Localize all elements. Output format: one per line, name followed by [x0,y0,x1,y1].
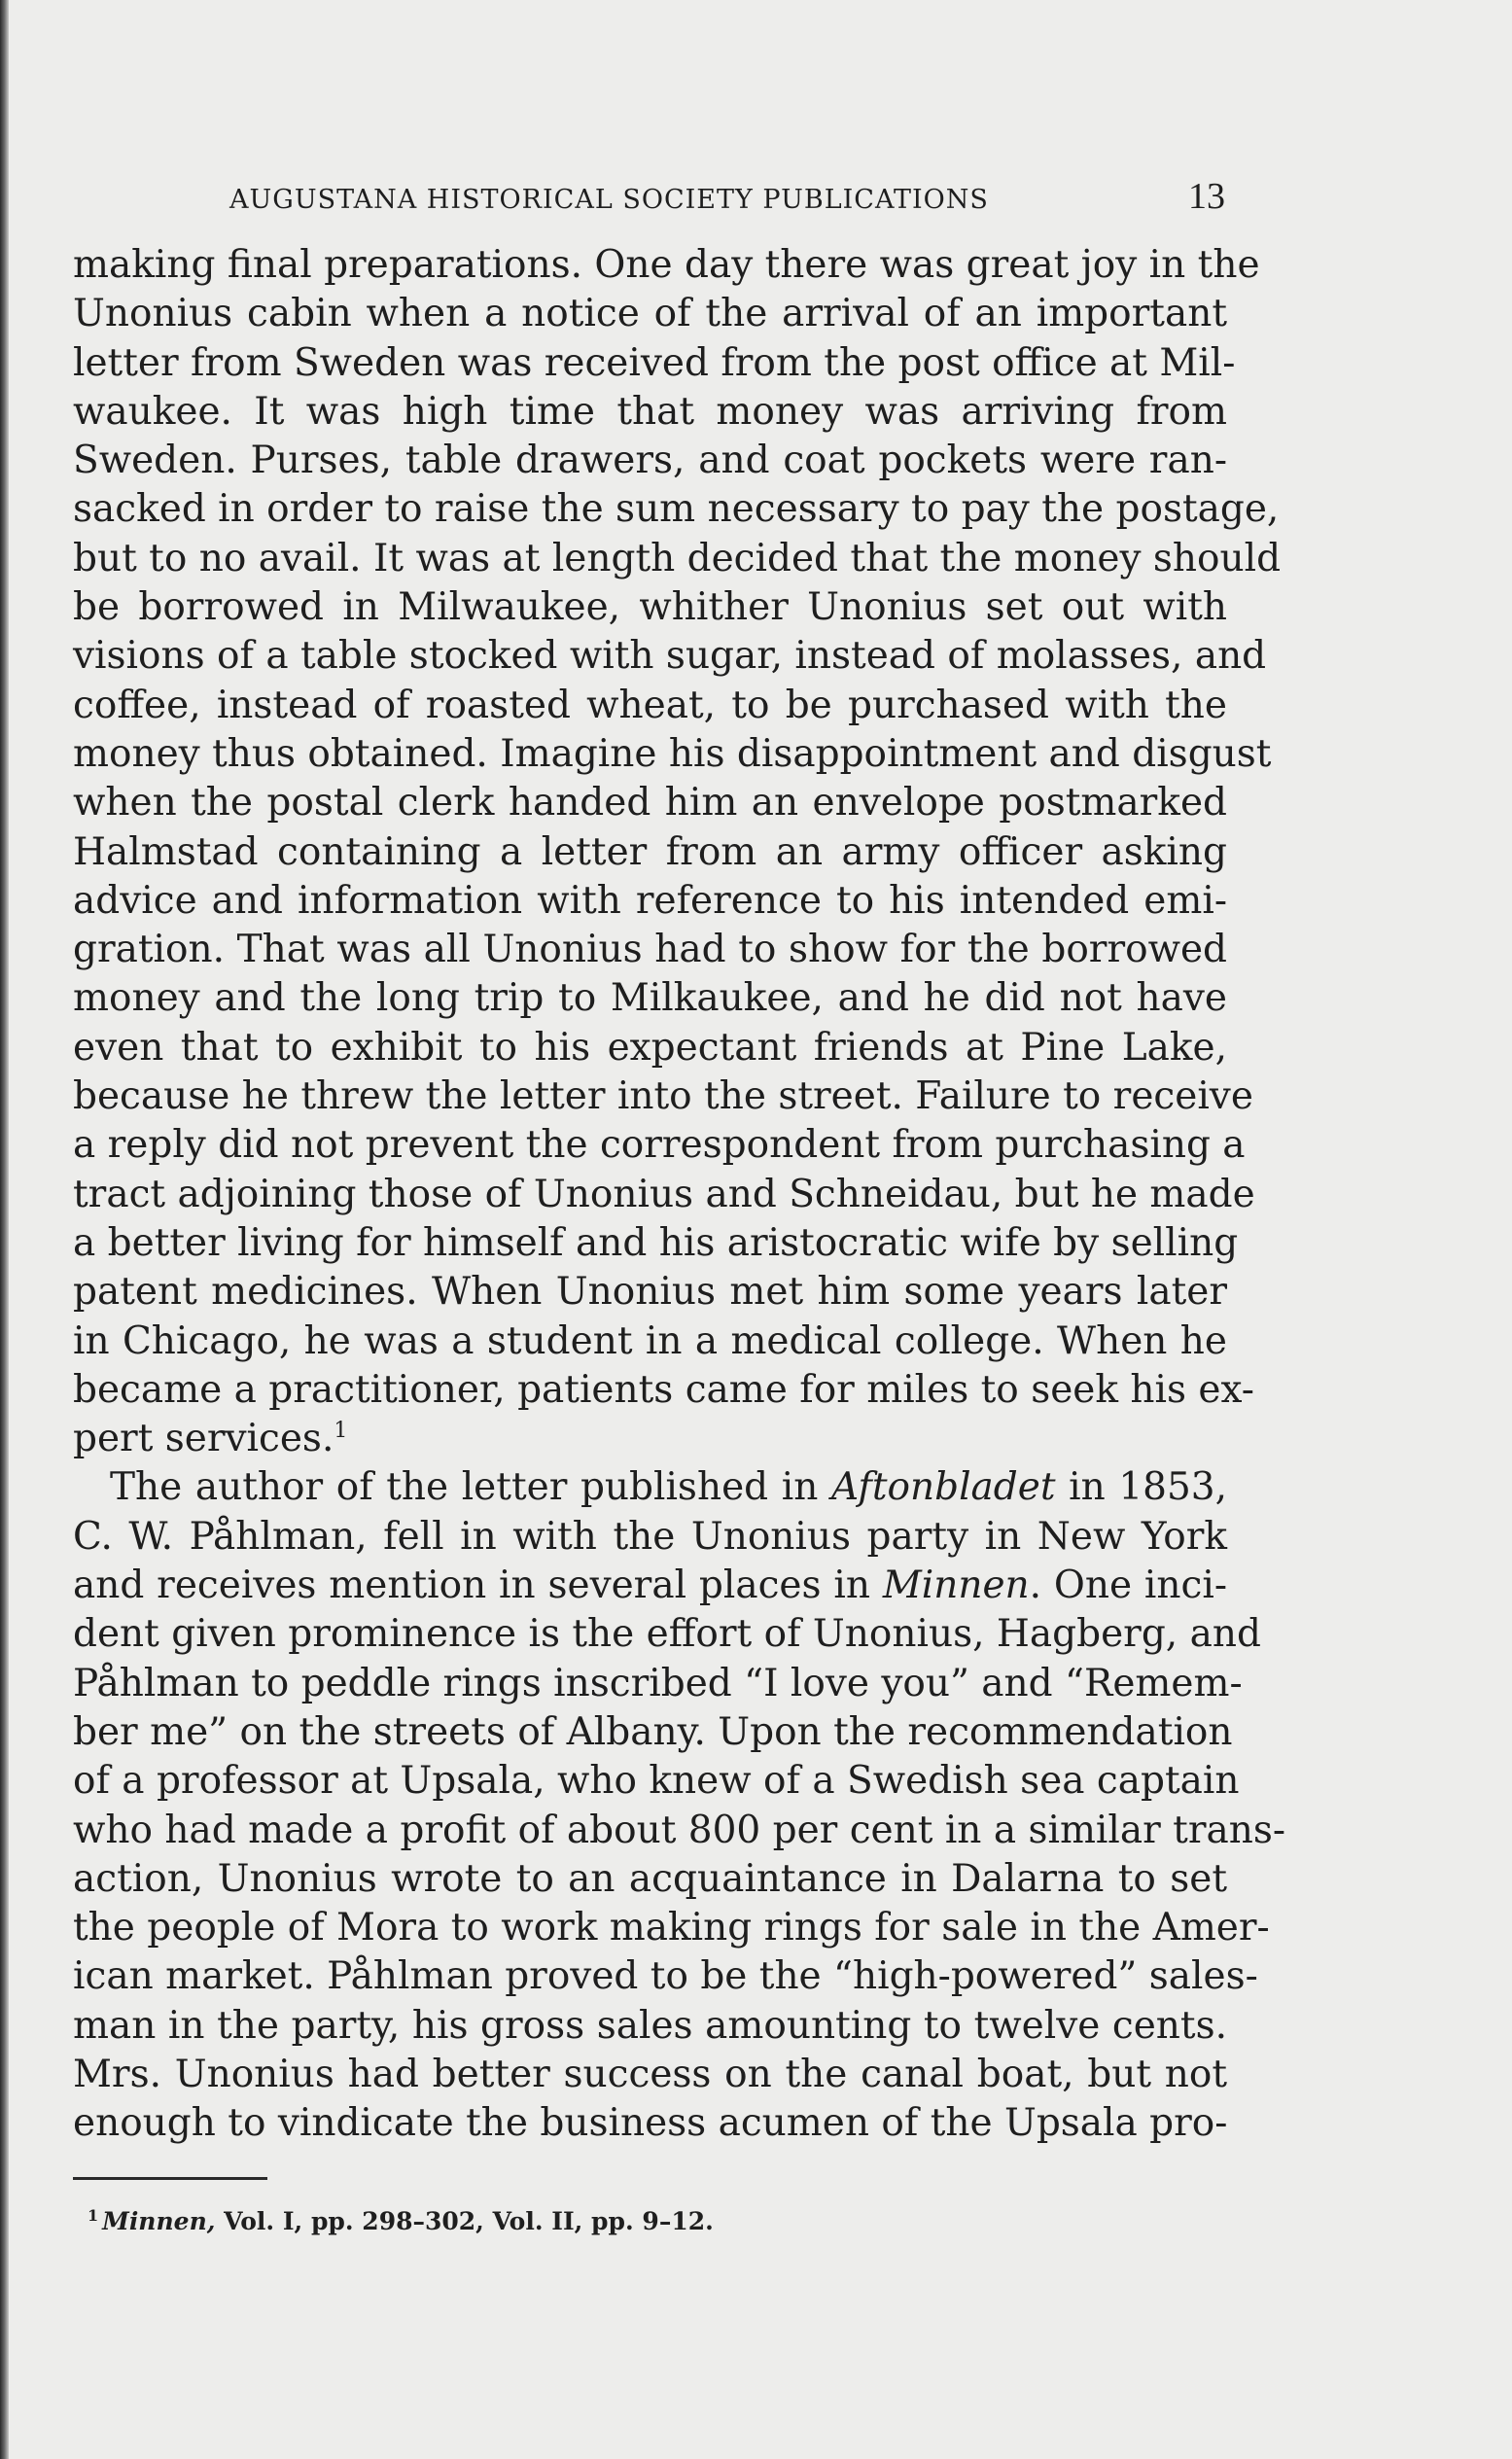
text-line: became a practitioner, patients came for miles to seek his ex- [73,1367,1254,1412]
text-line: letter from Sweden was received from the post office at Mil- [73,340,1236,385]
text-line: man in the party, his gross sales amounting to twelve cents. [73,2003,1227,2048]
text-line: visions of a table stocked with sugar, instead of molasses, and [73,634,1267,679]
text-line: because he threw the letter into the street. Failure to receive [73,1074,1253,1119]
text-line: Halmstad containing a letter from an army officer asking [73,829,1227,874]
text-line: making final preparations. One day there was great joy in the [73,243,1260,287]
text-line: ber me” on the streets of Albany. Upon the recommendation [73,1709,1233,1754]
text-line [73,1562,1227,1610]
text-line: action, Unonius wrote to an acquaintance in Dalarna to set [73,1856,1227,1901]
text-line: ican market. Påhlman proved to be the “high-powered” sales- [73,1954,1258,1999]
italic-title: Aftonbladet [830,1465,1056,1510]
text-line: enough to vindicate the business acumen of the Upsala pro- [73,2101,1228,2146]
text-line: gration. That was all Unonius had to show for the borrowed [73,928,1227,972]
text-line: of a professor at Upsala, who knew of a Swedish sea captain [73,1759,1240,1804]
italic-title: Minnen [882,1563,1030,1608]
text-line: money and the long trip to Milkaukee, and he did not have [73,976,1227,1021]
text-line: Unonius cabin when a notice of the arrival of an important [73,292,1227,336]
text-line: when the postal clerk handed him an envelope postmarked [73,781,1227,826]
footnote-divider [73,2177,267,2180]
text-line: even that to exhibit to his expectant friends at Pine Lake, [73,1025,1227,1070]
text-line: Sweden. Purses, table drawers, and coat pockets were ran- [73,439,1227,483]
text-line: Påhlman to peddle rings inscribed “I love you” and “Remem- [73,1661,1243,1705]
footnote-reference[interactable]: 1 [334,1419,348,1444]
body-text [73,241,1286,2149]
text-line: Mrs. Unonius had better success on the canal boat, but not [73,2052,1227,2096]
text-line: but to no avail. It was at length decided that the money should [73,536,1282,580]
running-head: AUGUSTANA HISTORICAL SOCIETY PUBLICATIONS [229,185,989,215]
text-line: a better living for himself and his aristocratic wife by selling [73,1220,1239,1265]
text-line: patent medicines. When Unonius met him some years later [73,1270,1227,1315]
footnote-citation: Vol. I, pp. 298–302, Vol. II, pp. 9–12. [215,2207,714,2235]
text-fragment: . One inci- [1029,1563,1227,1608]
text-line: money thus obtained. Imagine his disappointment and disgust [73,731,1272,776]
text-line: C. W. Påhlman, fell in with the Unonius party in New York [73,1514,1227,1559]
footnote [88,2207,714,2235]
text-fragment: pert services. [73,1417,334,1461]
text-line: who had made a profit of about 800 per cent in a similar trans- [73,1808,1286,1852]
page-edge-shadow [0,0,9,2459]
text-line [73,1463,1227,1512]
text-line: the people of Mora to work making rings for sale in the Amer- [73,1906,1270,1950]
text-fragment: in 1853, [1055,1465,1227,1510]
page-number: 13 [1188,176,1225,217]
text-line: sacked in order to raise the sum necessary to pay the postage, [73,487,1280,532]
paragraph-1 [73,241,1282,1463]
text-line: tract adjoining those of Unonius and Schneidau, but he made [73,1172,1255,1216]
text-line: waukee. It was high time that money was arriving from [73,389,1227,434]
text-line: a reply did not prevent the correspondent from purchasing a [73,1123,1246,1168]
text-line: be borrowed in Milwaukee, whither Unonius set out with [73,585,1227,630]
text-line: coffee, instead of roasted wheat, to be purchased with the [73,683,1227,727]
text-fragment: and receives mention in several places in [73,1563,883,1608]
text-fragment: The author of the letter published in [110,1465,831,1510]
page-header [73,175,1227,220]
text-line: dent given prominence is the effort of Unonius, Hagberg, and [73,1612,1261,1657]
text-line-last [73,1415,1227,1463]
footnote-marker: 1 [88,2205,99,2225]
text-line: in Chicago, he was a student in a medical college. When he [73,1318,1227,1363]
paragraph-2 [73,1463,1286,2148]
text-line: advice and information with reference to his intended emi- [73,878,1227,923]
footnote-title: Minnen, [102,2207,216,2235]
